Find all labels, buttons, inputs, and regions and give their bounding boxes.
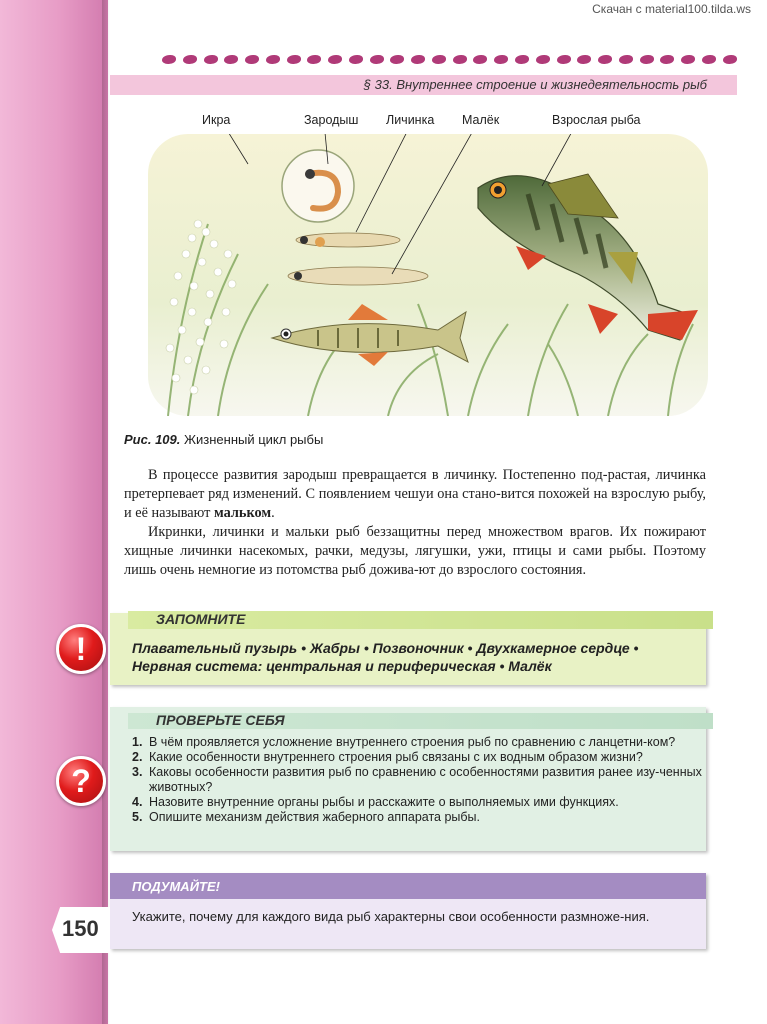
animal-silhouette: [245, 55, 259, 64]
figure-label-roe: Икра: [202, 113, 231, 127]
question-text: Каковы особенности развития рыб по сравнению с особенностями развития ранее изу-ченных животных?: [149, 765, 702, 794]
remember-heading: ЗАПОМНИТЕ: [156, 611, 246, 627]
remember-tab: [128, 611, 713, 629]
term-fry: мальком: [213, 505, 272, 521]
animal-silhouette: [266, 55, 280, 64]
figure-caption-prefix: Рис. 109.: [124, 432, 181, 447]
question-item: [132, 765, 702, 795]
animal-silhouette: [681, 55, 695, 64]
question-item: [132, 810, 702, 825]
animal-silhouette: [432, 55, 446, 64]
animal-silhouette: [224, 55, 238, 64]
think-heading: ПОДУМАЙТЕ!: [132, 879, 220, 894]
animal-silhouette: [515, 55, 529, 64]
animal-silhouette: [577, 55, 591, 64]
figure-label-fry: Малёк: [462, 113, 500, 127]
larva-1: [296, 233, 400, 247]
paragraph: Икринки, личинки и мальки рыб беззащитны перед множеством врагов. Их пожирают хищные личинки насекомых, рачки, медузы, лягушки, ужи, птицы и сами рыбы. Поэтому лишь очень немногие из потомства рыб дожива-ют до взрослого состояния.: [124, 524, 706, 578]
think-tab: [110, 873, 706, 899]
animal-silhouette: [287, 55, 301, 64]
section-header: [110, 75, 737, 95]
question-number: 3.: [132, 765, 143, 779]
paragraph-end: .: [271, 505, 275, 521]
question-item: [132, 735, 702, 750]
remember-text: Плавательный пузырь • Жабры • Позвоночник • Двухкамерное сердце • Нервная система: центральная и периферическая • Малёк: [132, 640, 639, 674]
exclamation-icon: !: [56, 624, 106, 674]
animal-silhouette: [702, 55, 716, 64]
question-number: 4.: [132, 795, 143, 809]
section-title: § 33. Внутреннее строение и жизнедеятельность рыб: [363, 77, 707, 92]
animal-silhouette: [640, 55, 654, 64]
animal-silhouette-strip: [162, 50, 737, 68]
question-item: [132, 750, 702, 765]
body-text: [124, 466, 706, 580]
question-text: Назовите внутренние органы рыбы и расскажите о выполняемых ими функциях.: [149, 795, 619, 809]
question-number: 1.: [132, 735, 143, 749]
animal-silhouette: [162, 55, 176, 64]
animal-silhouette: [473, 55, 487, 64]
animal-silhouette: [204, 55, 218, 64]
figure-caption-text: Жизненный цикл рыбы: [184, 432, 324, 447]
animal-silhouette: [557, 55, 571, 64]
animal-silhouette: [536, 55, 550, 64]
sidebar-shadow: [102, 0, 110, 1024]
animal-silhouette: [660, 55, 674, 64]
page-number: 150: [62, 916, 99, 941]
figure-caption: [124, 432, 323, 447]
paragraph-text: В процессе развития зародыш превращается в личинку. Постепенно под-растая, личинка претерпевает ряд изменений. С появлением чешуи она стано-вится похожей на взрослую рыбу, и её называют: [124, 467, 706, 521]
animal-silhouette: [494, 55, 508, 64]
animal-silhouette: [453, 55, 467, 64]
animal-silhouette: [723, 55, 737, 64]
figure-label-adult: Взрослая рыба: [552, 113, 641, 127]
figure-label-embryo: Зародыш: [304, 113, 359, 127]
think-text: Укажите, почему для каждого вида рыб характерны свои особенности размноже-ния.: [132, 909, 650, 924]
check-tab: [128, 713, 713, 729]
question-icon: ?: [56, 756, 106, 806]
animal-silhouette: [390, 55, 404, 64]
page-sidebar: [0, 0, 108, 1024]
question-text: Опишите механизм действия жаберного аппарата рыбы.: [149, 810, 481, 824]
animal-silhouette: [598, 55, 612, 64]
question-number: 5.: [132, 810, 143, 824]
paragraph: [124, 466, 706, 523]
remember-box: [110, 613, 706, 685]
larva-2: [288, 267, 428, 285]
check-heading: ПРОВЕРЬТЕ СЕБЯ: [156, 712, 285, 728]
fish-life-cycle-illustration: [148, 134, 708, 416]
figure-label-larva: Личинка: [386, 113, 435, 127]
animal-silhouette: [307, 55, 321, 64]
question-text: Какие особенности внутреннего строения рыб связаны с их водным образом жизни?: [149, 750, 643, 764]
question-text: В чём проявляется усложнение внутреннего строения рыб по сравнению с ланцетни-ком?: [149, 735, 676, 749]
animal-silhouette: [619, 55, 633, 64]
animal-silhouette: [349, 55, 363, 64]
animal-silhouette: [370, 55, 384, 64]
think-box: [110, 873, 706, 949]
animal-silhouette: [183, 55, 197, 64]
animal-silhouette: [411, 55, 425, 64]
animal-silhouette: [328, 55, 342, 64]
watermark: Скачан с material100.tilda.ws: [592, 2, 751, 16]
question-list: [132, 735, 702, 825]
question-number: 2.: [132, 750, 143, 764]
check-yourself-box: [110, 707, 706, 851]
question-item: [132, 795, 702, 810]
